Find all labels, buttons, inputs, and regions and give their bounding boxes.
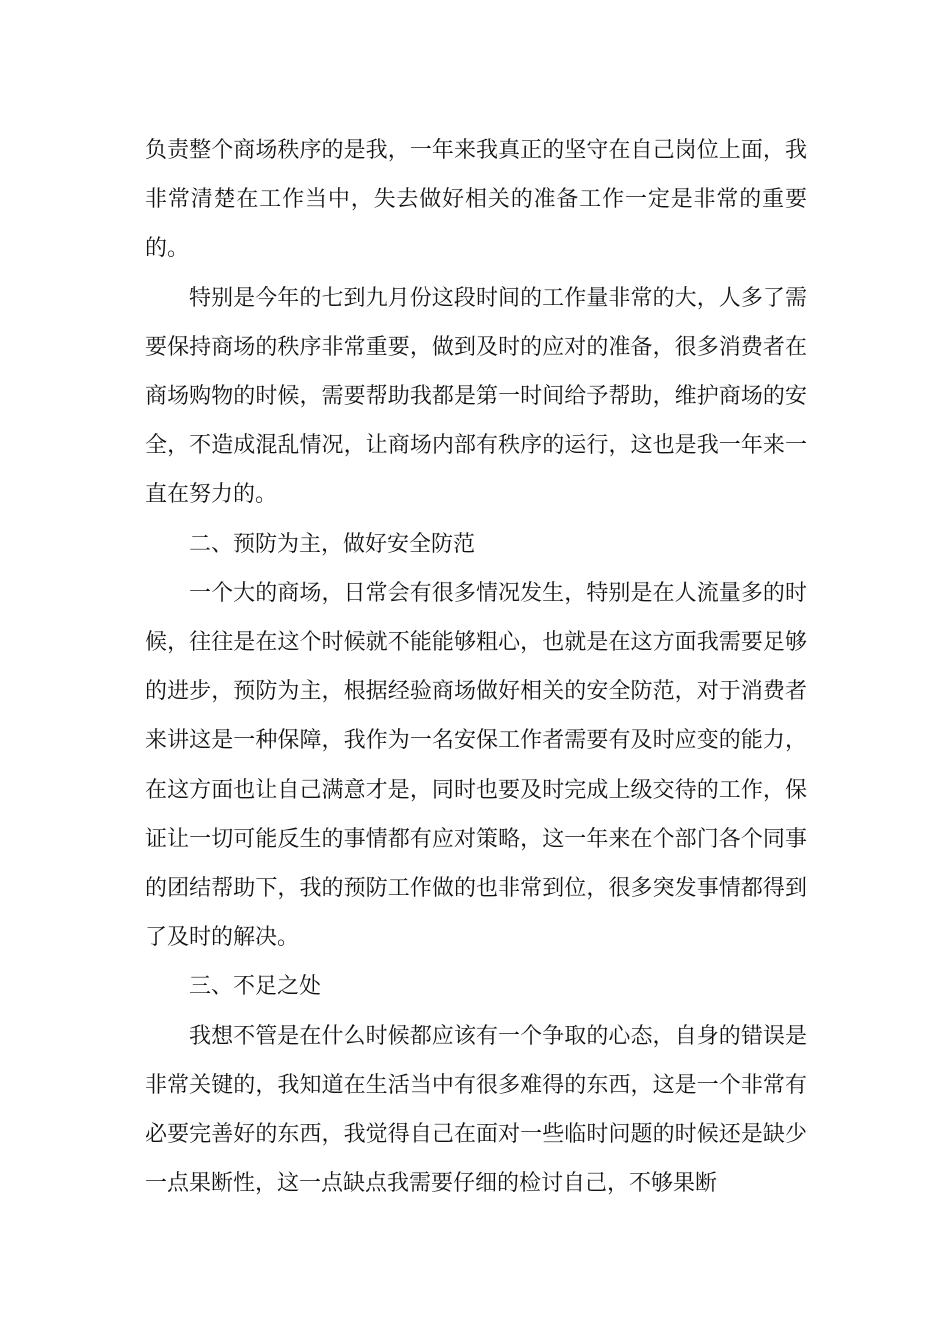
- paragraph-continuation: 负责整个商场秩序的是我，一年来我真正的坚守在自己岗位上面，我非常清楚在工作当中，失去做好相关的准备工作一定是非常的重要的。: [145, 138, 807, 262]
- section-heading-prevention: 二、预防为主，做好安全防范: [189, 531, 476, 557]
- paragraph-shortcomings: 我想不管是在什么时候都应该有一个争取的心态，自身的错误是非常关键的，我知道在生活当中有很多难得的东西，这是一个非常有必要完善好的东西，我觉得自己在面对一些临时问题的时候还是缺少一点果断性，这一点缺点我需要仔细的检讨自己，不够果断: [145, 1023, 807, 1197]
- paragraph-prevention: 一个大的商场，日常会有很多情况发生，特别是在人流量多的时候，往往是在这个时候就不能能够粗心，也就是在这方面我需要足够的进步，预防为主，根据经验商场做好相关的安全防范，对于消费者来讲这是一种保障，我作为一名安保工作者需要有及时应变的能力，在这方面也让自己满意才是，同时也要及时完成上级交待的工作，保证让一切可能反生的事情都有应对策略，这一年来在个部门各个同事的团结帮助下，我的预防工作做的也非常到位，很多突发事情都得到了及时的解决。: [145, 580, 807, 951]
- document-body: [145, 126, 807, 1208]
- section-heading-shortcomings: 三、不足之处: [189, 974, 322, 1000]
- paragraph-peak-season: 特别是今年的七到九月份这段时间的工作量非常的大，人多了需要保持商场的秩序非常重要，做到及时的应对的准备，很多消费者在商场购物的时候，需要帮助我都是第一时间给予帮助，维护商场的安全，不造成混乱情况，让商场内部有秩序的运行，这也是我一年来一直在努力的。: [145, 285, 807, 508]
